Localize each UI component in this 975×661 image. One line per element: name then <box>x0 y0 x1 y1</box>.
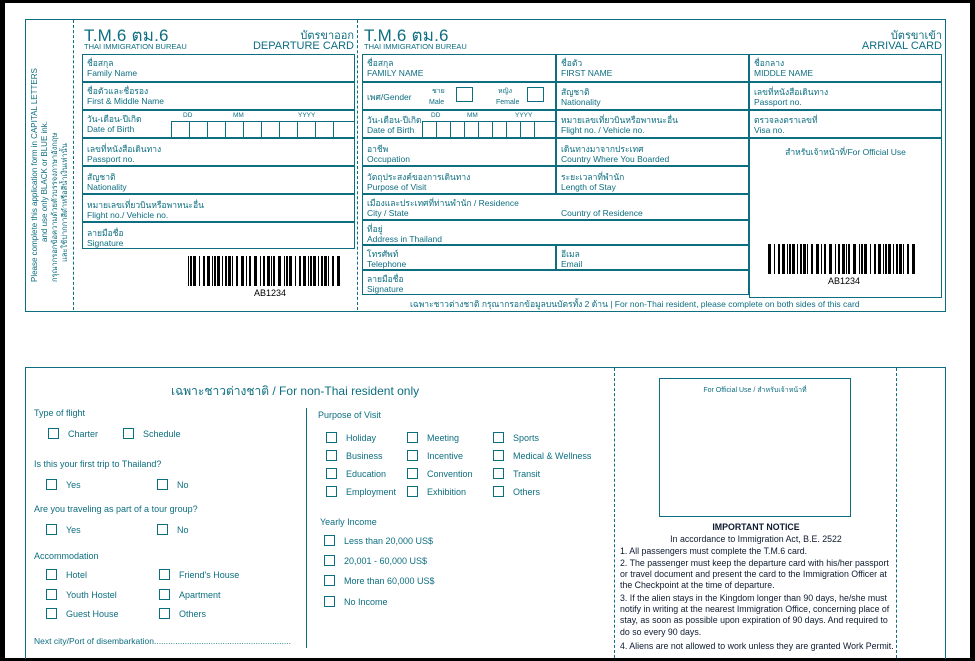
youth-hostel-option[interactable] <box>46 589 117 600</box>
charter-checkbox[interactable] <box>48 428 59 439</box>
meeting-option[interactable] <box>407 432 459 443</box>
arr-signature-th: ลายมือชื่อ <box>367 274 404 284</box>
arrival-gender-field <box>362 82 556 110</box>
arrival-passport-field[interactable] <box>749 82 942 110</box>
schedule-label: Schedule <box>143 428 181 439</box>
back-dashed-line-1 <box>614 368 615 658</box>
education-option[interactable] <box>326 468 386 479</box>
departure-first-name-field[interactable] <box>82 82 355 110</box>
business-option[interactable] <box>326 450 383 461</box>
departure-family-name-field[interactable] <box>82 54 355 82</box>
notice-item-4: 4. Aliens are not allowed to work unless they are granted Work Permit. <box>620 641 894 651</box>
guest-house-label: Guest House <box>66 608 119 619</box>
arr-stay-th: ระยะเวลาที่พำนัก <box>561 172 625 182</box>
arr-gender-label: เพศ/Gender <box>367 92 412 102</box>
departure-nationality-field[interactable] <box>82 166 355 194</box>
first-trip-yes-label: Yes <box>66 479 81 490</box>
income-mid-checkbox[interactable] <box>324 555 335 566</box>
arr-flight-th: หมายเลขเที่ยวบินหรือพาหนะอื่น <box>561 115 678 125</box>
tour-yes-option[interactable] <box>46 524 81 535</box>
back-card <box>25 367 946 659</box>
medical-checkbox[interactable] <box>493 450 504 461</box>
arr-dob-th: วัน-เดือน-ปีเกิด <box>367 115 422 125</box>
business-checkbox[interactable] <box>326 450 337 461</box>
dep-dob-th: วัน-เดือน-ปีเกิด <box>87 114 142 124</box>
first-trip-no-checkbox[interactable] <box>157 479 168 490</box>
dep-first-en: First & Middle Name <box>87 96 164 106</box>
income-high-option[interactable] <box>324 575 435 586</box>
arr-residence-city: City / State <box>367 208 409 218</box>
arrival-footer-note: เฉพาะชาวต่างชาติ กรุณากรอกข้อมูลบนบัตรทั้ง 2 ด้าน | For non-Thai resident, please complete on both sides of this card <box>410 299 860 309</box>
side-note-line2: and use only BLACK or BLUE ink. <box>40 121 49 242</box>
income-high-label: More than 60,000 US$ <box>344 575 435 586</box>
purpose-others-option[interactable] <box>493 486 540 497</box>
no-income-option[interactable] <box>324 596 388 607</box>
dep-dob-yyyy: YYYY <box>298 112 316 119</box>
apartment-option[interactable] <box>159 589 221 600</box>
arrival-telephone-field[interactable] <box>362 245 556 270</box>
front-card <box>25 19 946 312</box>
arrival-first-name-field[interactable] <box>556 54 749 82</box>
medical-option[interactable] <box>493 450 591 461</box>
arrival-visa-field[interactable] <box>749 110 942 138</box>
friends-house-checkbox[interactable] <box>159 569 170 580</box>
tour-no-checkbox[interactable] <box>157 524 168 535</box>
side-note-line4: และใช้ปากกาสีดำหรือสีน้ำเงินเท่านั้น <box>60 143 69 262</box>
hotel-option[interactable] <box>46 569 87 580</box>
male-checkbox[interactable] <box>456 87 473 102</box>
official-use-label: For Official Use / สำหรับเจ้าหน้าที่ <box>703 387 807 394</box>
arr-visa-en: Visa no. <box>754 125 785 135</box>
arr-purpose-en: Purpose of Visit <box>367 182 427 192</box>
dep-dob-boxes <box>171 121 355 138</box>
arr-address-en: Address in Thailand <box>367 234 442 244</box>
arrival-stay-field[interactable] <box>556 166 749 194</box>
income-low-label: Less than 20,000 US$ <box>344 535 434 546</box>
medical-label: Medical & Wellness <box>513 450 592 461</box>
dep-family-th: ชื่อสกุล <box>87 58 114 68</box>
sports-option[interactable] <box>493 432 539 443</box>
arrival-nationality-field[interactable] <box>556 82 749 110</box>
dep-flight-th: หมายเลขเที่ยวบินหรือพาหนะอื่น <box>87 200 204 210</box>
employment-option[interactable] <box>326 486 396 497</box>
first-trip-no-option[interactable] <box>157 479 189 490</box>
tm6-form-page <box>5 3 970 658</box>
income-high-checkbox[interactable] <box>324 575 335 586</box>
meeting-label: Meeting <box>427 432 460 443</box>
arr-nationality-th: สัญชาติ <box>561 87 590 97</box>
arrival-purpose-field[interactable] <box>362 166 556 194</box>
tour-no-option[interactable] <box>157 524 189 535</box>
first-trip-yes-checkbox[interactable] <box>46 479 57 490</box>
arr-residence-country: Country of Residence <box>561 208 643 218</box>
exhibition-option[interactable] <box>407 486 466 497</box>
arr-family-th: ชื่อสกุล <box>367 58 394 68</box>
arr-passport-en: Passport no. <box>754 97 802 107</box>
departure-title-th: บัตรขาออก <box>300 30 354 42</box>
arrival-official-use-box <box>749 138 942 298</box>
center-dashed-line <box>357 20 358 310</box>
arrival-email-field[interactable] <box>556 245 749 270</box>
first-trip-no-label: No <box>177 479 189 490</box>
departure-bureau: THAI IMMIGRATION BUREAU <box>84 42 187 51</box>
schedule-option[interactable] <box>123 428 181 439</box>
incentive-option[interactable] <box>407 450 463 461</box>
friends-house-option[interactable] <box>159 569 239 580</box>
holiday-checkbox[interactable] <box>326 432 337 443</box>
female-checkbox[interactable] <box>527 87 544 102</box>
official-use-stamp-box <box>659 378 851 517</box>
friends-house-label: Friend's House <box>179 569 240 580</box>
arr-email-th: อีเมล <box>561 249 580 259</box>
apartment-checkbox[interactable] <box>159 589 170 600</box>
dep-signature-th: ลายมือชื่อ <box>87 228 124 238</box>
dep-dob-en: Date of Birth <box>87 124 135 134</box>
exhibition-label: Exhibition <box>427 486 467 497</box>
side-note-line3: กรุณากรอกข้อความด้วยตัวบรรจงภาษาอังกฤษ <box>50 132 59 282</box>
convention-label: Convention <box>427 468 473 479</box>
arr-telephone-en: Telephone <box>367 259 407 269</box>
exhibition-checkbox[interactable] <box>407 486 418 497</box>
arr-middle-th: ชื่อกลาง <box>754 58 785 68</box>
youth-hostel-checkbox[interactable] <box>46 589 57 600</box>
arr-family-en: FAMILY NAME <box>367 68 424 78</box>
first-trip-yes-option[interactable] <box>46 479 81 490</box>
purpose-others-checkbox[interactable] <box>493 486 504 497</box>
meeting-checkbox[interactable] <box>407 432 418 443</box>
departure-barcode <box>188 256 344 286</box>
arrival-residence-field[interactable] <box>362 194 749 220</box>
schedule-checkbox[interactable] <box>123 428 134 439</box>
back-dashed-line-2 <box>896 368 897 658</box>
departure-barcode-text: AB1234 <box>254 288 287 298</box>
arr-male-en: Male <box>429 99 445 106</box>
departure-dob-field[interactable] <box>82 110 355 138</box>
education-checkbox[interactable] <box>326 468 337 479</box>
holiday-option[interactable] <box>326 432 376 443</box>
arr-visa-th: ตรวจลงตราเลขที่ <box>754 115 818 125</box>
accommodation-others-checkbox[interactable] <box>159 608 170 619</box>
notice-item-1: 1. All passengers must complete the T.M.6 card. <box>620 546 808 556</box>
arr-male-th: ชาย <box>432 88 445 95</box>
arr-passport-th: เลขที่หนังสือเดินทาง <box>754 87 829 97</box>
arr-middle-en: MIDDLE NAME <box>754 68 814 78</box>
employment-checkbox[interactable] <box>326 486 337 497</box>
next-city-field[interactable]: Next city/Port of disembarkation.......................................................... <box>34 636 291 646</box>
tour-yes-checkbox[interactable] <box>46 524 57 535</box>
departure-passport-field[interactable] <box>82 138 355 166</box>
education-label: Education <box>346 468 387 479</box>
arr-first-th: ชื่อตัว <box>561 58 583 68</box>
side-instructions <box>30 32 70 282</box>
arr-flight-en: Flight no. / Vehicle no. <box>561 125 645 135</box>
arr-purpose-th: วัตถุประสงค์ของการเดินทาง <box>367 172 471 182</box>
back-heading: เฉพาะชาวต่างชาติ / For non-Thai resident only <box>171 384 420 398</box>
arrival-dob-field[interactable] <box>362 110 556 138</box>
transit-option[interactable] <box>493 468 540 479</box>
dep-nationality-en: Nationality <box>87 182 127 192</box>
no-income-label: No Income <box>344 596 388 607</box>
guest-house-option[interactable] <box>46 608 119 619</box>
sports-checkbox[interactable] <box>493 432 504 443</box>
arr-dob-en: Date of Birth <box>367 125 415 135</box>
income-mid-option[interactable] <box>324 555 427 566</box>
accommodation-label: Accommodation <box>34 551 99 561</box>
type-of-flight-label: Type of flight <box>34 408 86 418</box>
incentive-checkbox[interactable] <box>407 450 418 461</box>
arr-first-en: FIRST NAME <box>561 68 613 78</box>
business-label: Business <box>346 450 383 461</box>
dep-dob-dd: DD <box>183 112 193 119</box>
arrival-title-en: ARRIVAL CARD <box>861 40 942 52</box>
income-low-checkbox[interactable] <box>324 535 335 546</box>
arr-nationality-en: Nationality <box>561 97 601 107</box>
notice-subtitle: In accordance to Immigration Act, B.E. 2522 <box>670 534 842 544</box>
convention-checkbox[interactable] <box>407 468 418 479</box>
guest-house-checkbox[interactable] <box>46 608 57 619</box>
arr-boarded-en: Country Where You Boarded <box>561 154 670 164</box>
first-trip-label: Is this your first trip to Thailand? <box>34 459 162 469</box>
accommodation-others-label: Others <box>179 608 207 619</box>
holiday-label: Holiday <box>346 432 377 443</box>
arrival-barcode <box>768 244 920 274</box>
arrival-title-th: บัตรขาเข้า <box>890 30 942 42</box>
arr-signature-en: Signature <box>367 284 404 294</box>
convention-option[interactable] <box>407 468 473 479</box>
income-mid-label: 20,001 - 60,000 US$ <box>344 555 428 566</box>
dep-passport-en: Passport no. <box>87 154 135 164</box>
dep-nationality-th: สัญชาติ <box>87 172 116 182</box>
youth-hostel-label: Youth Hostel <box>66 589 117 600</box>
apartment-label: Apartment <box>179 589 221 600</box>
arr-dob-dd: DD <box>431 112 441 119</box>
arrival-bureau: THAI IMMIGRATION BUREAU <box>364 42 467 51</box>
arr-residence-th: เมืองและประเทศที่ท่านพำนัก / Residence <box>367 198 519 208</box>
arr-female-th: หญิง <box>498 88 512 95</box>
side-note-line1: Please complete this application form in CAPITAL LETTERS <box>30 68 39 282</box>
charter-label: Charter <box>68 428 99 439</box>
transit-label: Transit <box>513 468 541 479</box>
arrival-address-field[interactable] <box>362 220 749 245</box>
dep-family-en: Family Name <box>87 68 138 78</box>
arr-dob-yyyy: YYYY <box>515 112 533 119</box>
dep-first-th: ชื่อตัวและชื่อรอง <box>87 86 149 96</box>
arr-telephone-th: โทรศัพท์ <box>367 249 399 259</box>
tour-no-label: No <box>177 524 189 535</box>
arr-address-th: ที่อยู่ <box>367 224 383 234</box>
dep-passport-th: เลขที่หนังสือเดินทาง <box>87 144 162 154</box>
charter-option[interactable] <box>48 428 98 439</box>
arr-boarded-th: เดินทางมาจากประเทศ <box>561 144 644 154</box>
arrival-middle-name-field[interactable] <box>749 54 942 82</box>
arr-dob-mm: MM <box>467 112 478 119</box>
arr-occupation-th: อาชีพ <box>367 144 389 154</box>
departure-title-en: DEPARTURE CARD <box>252 40 354 52</box>
notice-title: IMPORTANT NOTICE <box>712 522 800 532</box>
sports-label: Sports <box>513 432 540 443</box>
arr-occupation-en: Occupation <box>367 154 410 164</box>
departure-tm6-title: T.M.6 ตม.6 <box>84 26 169 45</box>
back-middle-divider <box>306 408 307 648</box>
accommodation-others-option[interactable] <box>159 608 206 619</box>
dep-flight-en: Flight no./ Vehicle no. <box>87 210 169 220</box>
arrival-boarded-field[interactable] <box>556 138 749 166</box>
arrival-flight-field[interactable] <box>556 110 749 138</box>
arr-email-en: Email <box>561 259 583 269</box>
hotel-checkbox[interactable] <box>46 569 57 580</box>
incentive-label: Incentive <box>427 450 464 461</box>
dep-signature-en: Signature <box>87 238 124 248</box>
notice-item-2: 2. The passenger must keep the departure card with his/her passport or travel document and present the card to the Immigration Officer at the Checkpoint at the time of departure. <box>620 558 889 591</box>
transit-checkbox[interactable] <box>493 468 504 479</box>
side-dashed-line <box>73 20 74 310</box>
arrival-family-name-field[interactable] <box>362 54 556 82</box>
arrival-occupation-field[interactable] <box>362 138 556 166</box>
purpose-others-label: Others <box>513 486 541 497</box>
tour-group-label: Are you traveling as part of a tour group? <box>34 504 198 514</box>
hotel-label: Hotel <box>66 569 88 580</box>
tour-yes-label: Yes <box>66 524 81 535</box>
arr-female-en: Female <box>496 99 520 106</box>
notice-item-3: 3. If the alien stays in the Kingdom longer than 90 days, he/she must notify in writing at the nearest Immigration Office, concerning place of stay, as soon as possible upon expiration of 90 days. And required to do so every 90 days. <box>620 593 890 637</box>
arrival-signature-field[interactable] <box>362 270 749 295</box>
departure-signature-field[interactable] <box>82 222 355 249</box>
income-label: Yearly Income <box>320 517 377 527</box>
no-income-checkbox[interactable] <box>324 596 335 607</box>
dep-dob-mm: MM <box>233 112 244 119</box>
arr-dob-boxes <box>422 121 556 138</box>
arrival-barcode-text: AB1234 <box>828 276 861 286</box>
arr-stay-en: Length of Stay <box>561 182 616 192</box>
arr-official-label: สำหรับเจ้าหน้าที่/For Official Use <box>785 147 906 157</box>
income-low-option[interactable] <box>324 535 433 546</box>
purpose-label: Purpose of Visit <box>318 410 381 420</box>
employment-label: Employment <box>346 486 397 497</box>
arrival-tm6-title: T.M.6 ตม.6 <box>364 26 449 45</box>
departure-flight-field[interactable] <box>82 194 355 222</box>
